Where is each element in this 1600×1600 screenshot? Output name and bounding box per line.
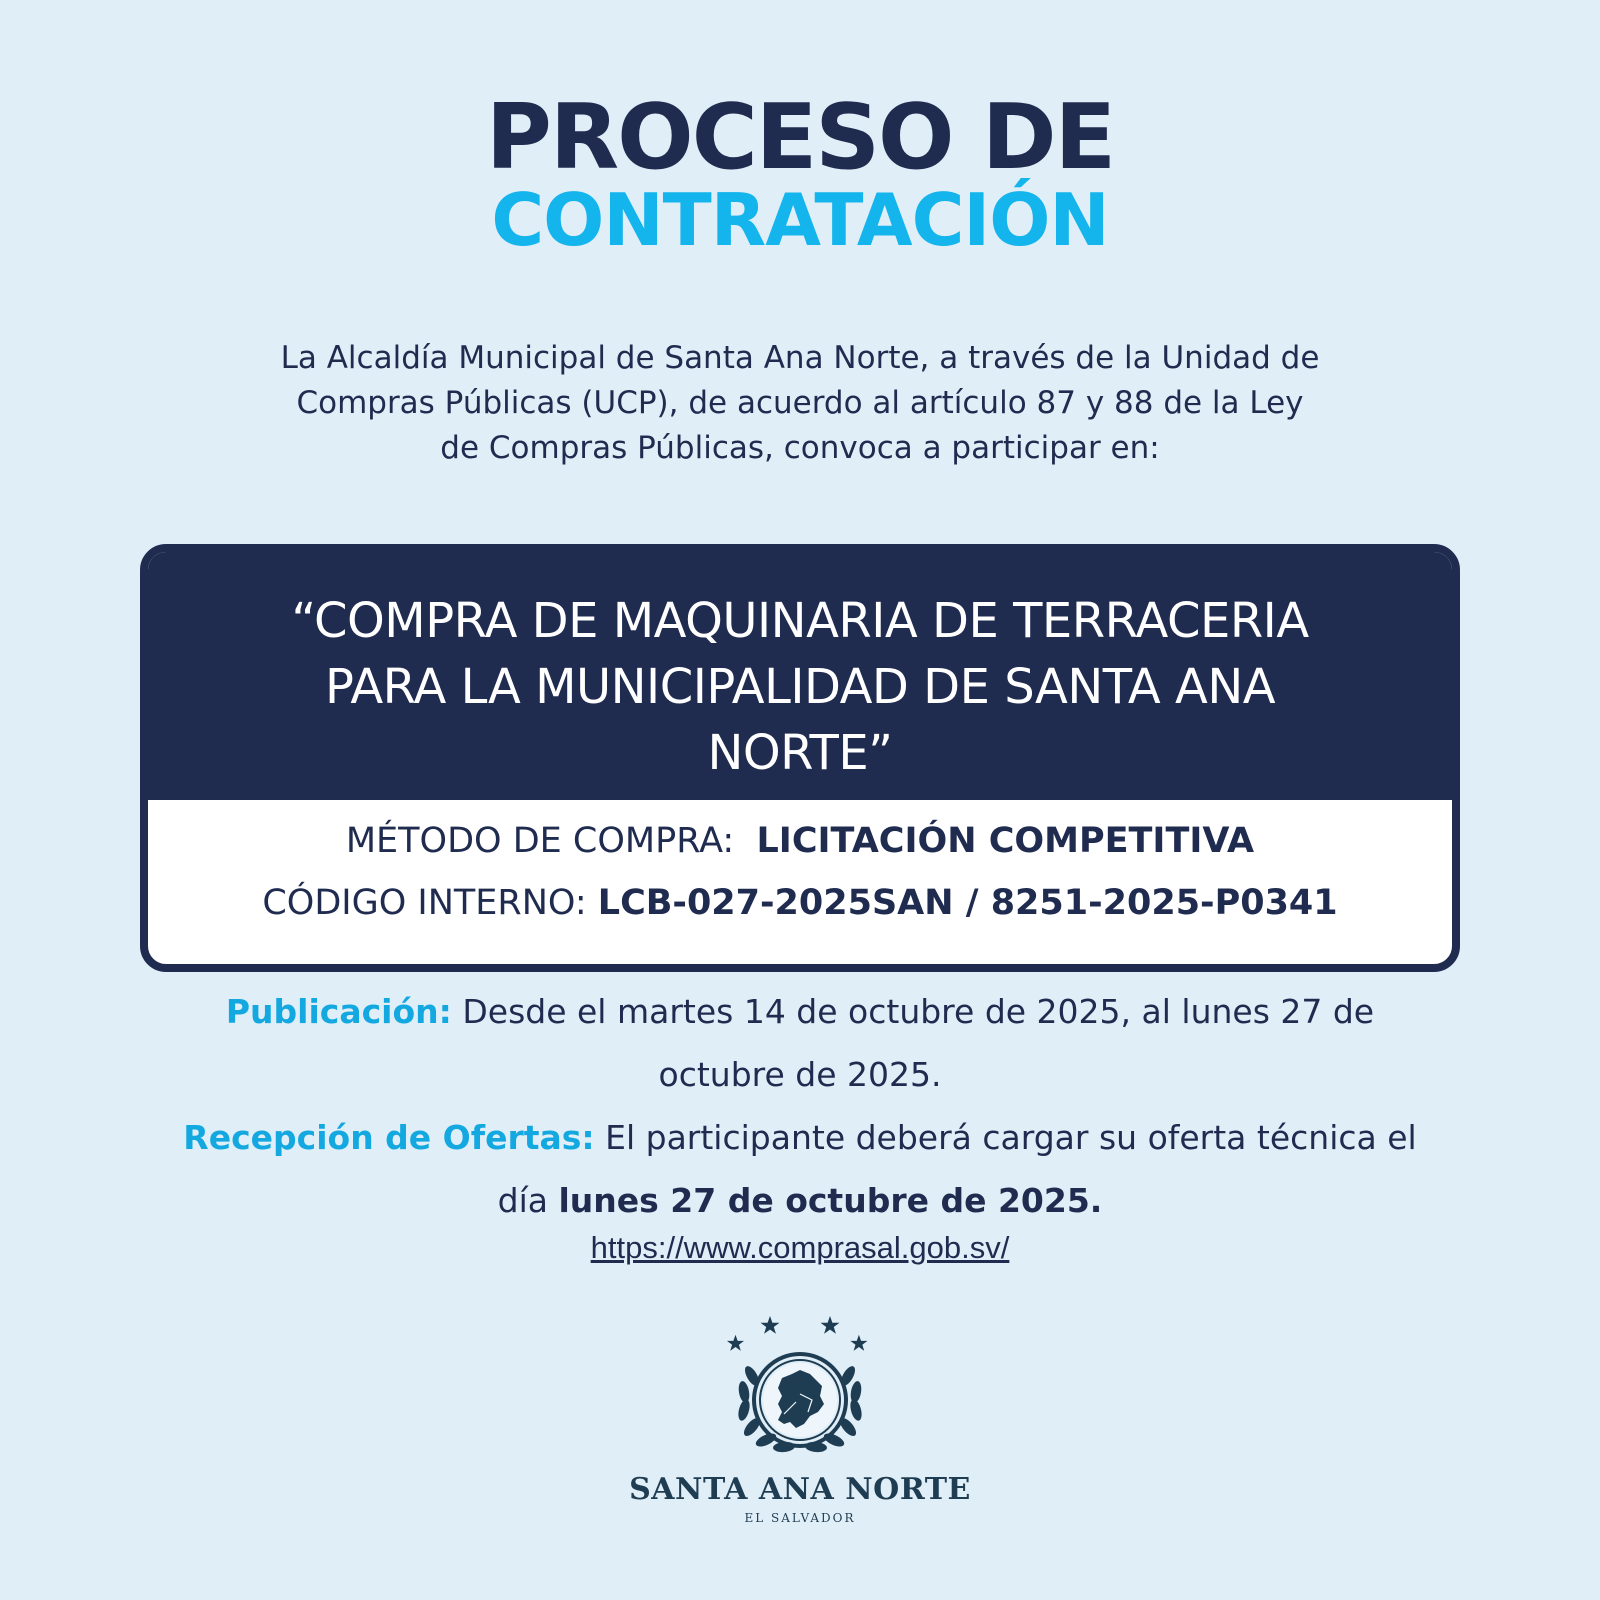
reception-text: El participante deberá cargar su oferta técnica el <box>605 1118 1417 1157</box>
code-label: CÓDIGO INTERNO: <box>262 883 587 923</box>
star-icons <box>727 1316 868 1351</box>
reception-date: lunes 27 de octubre de 2025. <box>558 1181 1103 1220</box>
method-row <box>148 810 1452 872</box>
intro-line: Compras Públicas (UCP), de acuerdo al artículo 87 y 88 de la Ley <box>296 385 1304 421</box>
comprasal-link[interactable]: https://www.comprasal.gob.sv/ <box>590 1230 1010 1265</box>
publication-row <box>140 980 1460 1043</box>
page-title: PROCESO DE <box>485 85 1115 190</box>
schedule-info <box>140 980 1460 1232</box>
page-subtitle: CONTRATACIÓN <box>491 178 1109 262</box>
method-value: LICITACIÓN COMPETITIVA <box>756 821 1255 861</box>
procurement-title-line: PARA LA MUNICIPALIDAD DE SANTA ANA <box>324 659 1276 715</box>
municipal-seal-icon <box>700 1316 900 1476</box>
procurement-details <box>148 810 1452 934</box>
code-value: LCB-027-2025SAN / 8251-2025-P0341 <box>597 883 1338 923</box>
procurement-title <box>148 552 1452 800</box>
intro-line: La Alcaldía Municipal de Santa Ana Norte, a través de la Unidad de <box>280 340 1320 376</box>
method-label: MÉTODO DE COMPRA: <box>345 821 735 861</box>
reception-label: Recepción de Ofertas: <box>183 1118 595 1157</box>
procurement-title-line: “COMPRA DE MAQUINARIA DE TERRACERIA <box>291 593 1309 649</box>
intro-line: de Compras Públicas, convoca a participar en: <box>440 430 1160 466</box>
reception-row <box>140 1106 1460 1169</box>
logo-name: SANTA ANA NORTE <box>629 1472 971 1507</box>
logo-country: EL SALVADOR <box>744 1511 856 1525</box>
reception-row-cont <box>140 1169 1460 1232</box>
procurement-title-line: NORTE” <box>707 725 893 781</box>
intro-paragraph <box>200 336 1400 471</box>
publication-row-cont: octubre de 2025. <box>658 1055 942 1094</box>
publication-label: Publicación: <box>225 992 452 1031</box>
reception-prefix: día <box>497 1181 548 1220</box>
procurement-card <box>140 544 1460 972</box>
code-row <box>148 872 1452 934</box>
publication-text: Desde el martes 14 de octubre de 2025, al lunes 27 de <box>462 992 1375 1031</box>
